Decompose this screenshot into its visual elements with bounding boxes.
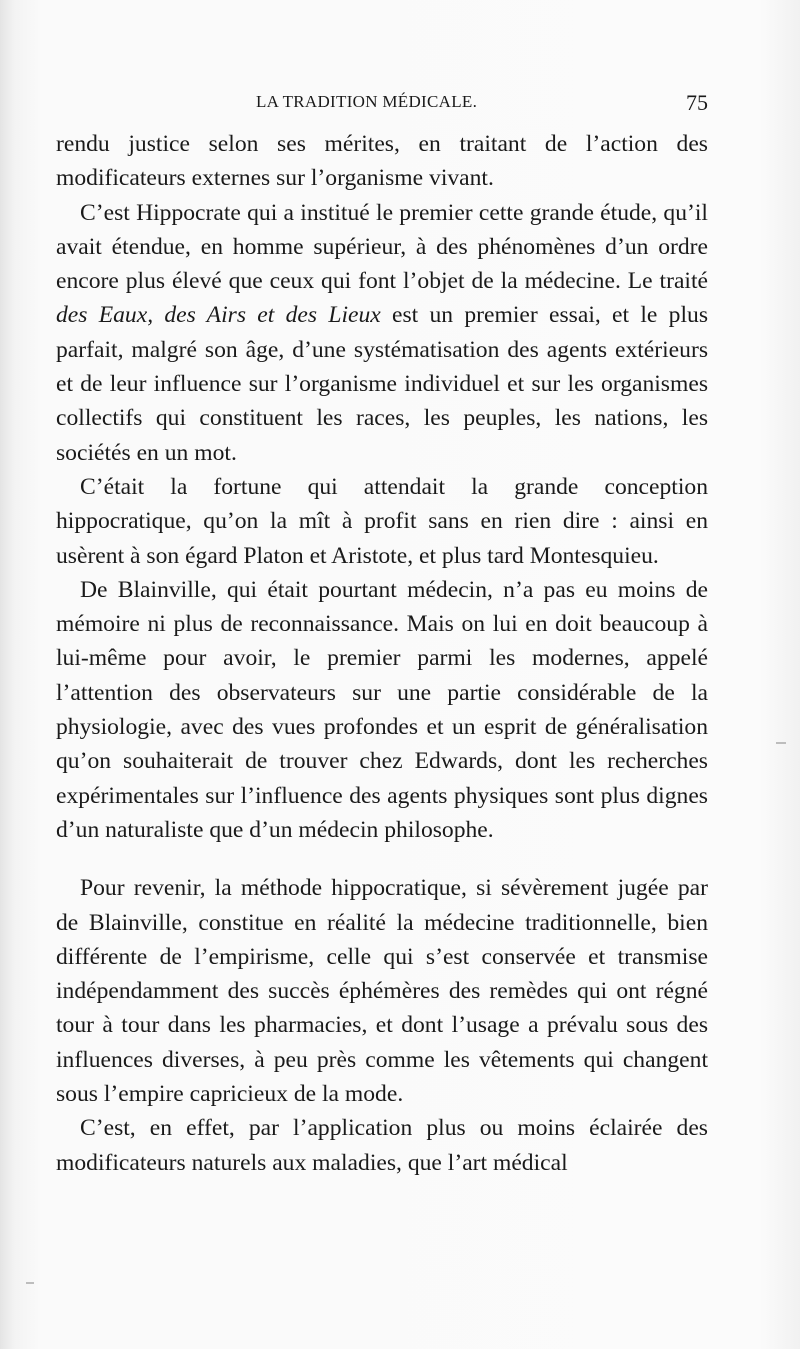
paragraph-methode: Pour revenir, la méthode hippocratique, si sévèrement jugée par de Blainville, constitue en réalité la médecine traditionnelle, bien différente de l’empirisme, celle qui s’est conservée et transmise indépendamment des succès éphémères des remèdes qui ont régné tour à tour dans les pharmacies, et dont l’usage a prévalu sous des influences diverses, à peu près comme les vêtements qui changent sous l’empire capricieux de la mode. bbox=[56, 875, 708, 1108]
paragraph-continuation: rendu justice selon ses mérites, en traitant de l’action des modificateurs externes sur l’organisme vivant. bbox=[56, 131, 708, 192]
margin-tick-mark bbox=[776, 742, 786, 744]
running-title: LA TRADITION MÉDICALE. bbox=[256, 92, 478, 111]
paragraph-application: C’est, en effet, par l’application plus ou moins éclairée des modificateurs naturels aux maladies, que l’art médical bbox=[56, 1115, 708, 1176]
paragraph-blainville: De Blainville, qui était pourtant médecin, n’a pas eu moins de mémoire ni plus de reconnaissance. Mais on lui en doit beaucoup à lui-même pour avoir, le premier parmi les modernes, appelé l’attention des observateurs sur une partie considérable de la physiologie, avec des vues profondes et un esprit de généralisation qu’on souhaiterait de trouver chez Edwards, dont les recherches expérimentales sur l’influence des agents physiques sont plus dignes d’un naturaliste que d’un médecin philosophe. bbox=[56, 576, 708, 843]
running-head bbox=[56, 92, 708, 122]
margin-tick-mark bbox=[26, 1282, 34, 1284]
treatise-title: des Eaux, des Airs et des Lieux bbox=[56, 302, 381, 329]
paragraph-text: C’est Hippocrate qui a institué le premier cette grande étude, qu’il avait étendue, en homme supérieur, à des phénomènes d’un ordre encore plus élevé que ceux qui font l’objet de la médecine. Le traité bbox=[56, 199, 708, 295]
page-number: 75 bbox=[686, 90, 708, 115]
paragraph-text: est un premier essai, et le plus parfait, malgré son âge, d’une systématisation des agents extérieurs et de leur influence sur l’organisme individuel et sur les organismes collectifs qui constituent les races, les peuples, les nations, les sociétés en un mot. bbox=[56, 302, 708, 466]
paragraph-hippocrate bbox=[56, 196, 708, 470]
body-text bbox=[56, 127, 708, 1180]
paragraph-fortune: C’était la fortune qui attendait la grande conception hippocratique, qu’on la mît à profit sans en rien dire : ainsi en usèrent à son égard Platon et Aristote, et plus tard Montesquieu. bbox=[56, 473, 708, 569]
